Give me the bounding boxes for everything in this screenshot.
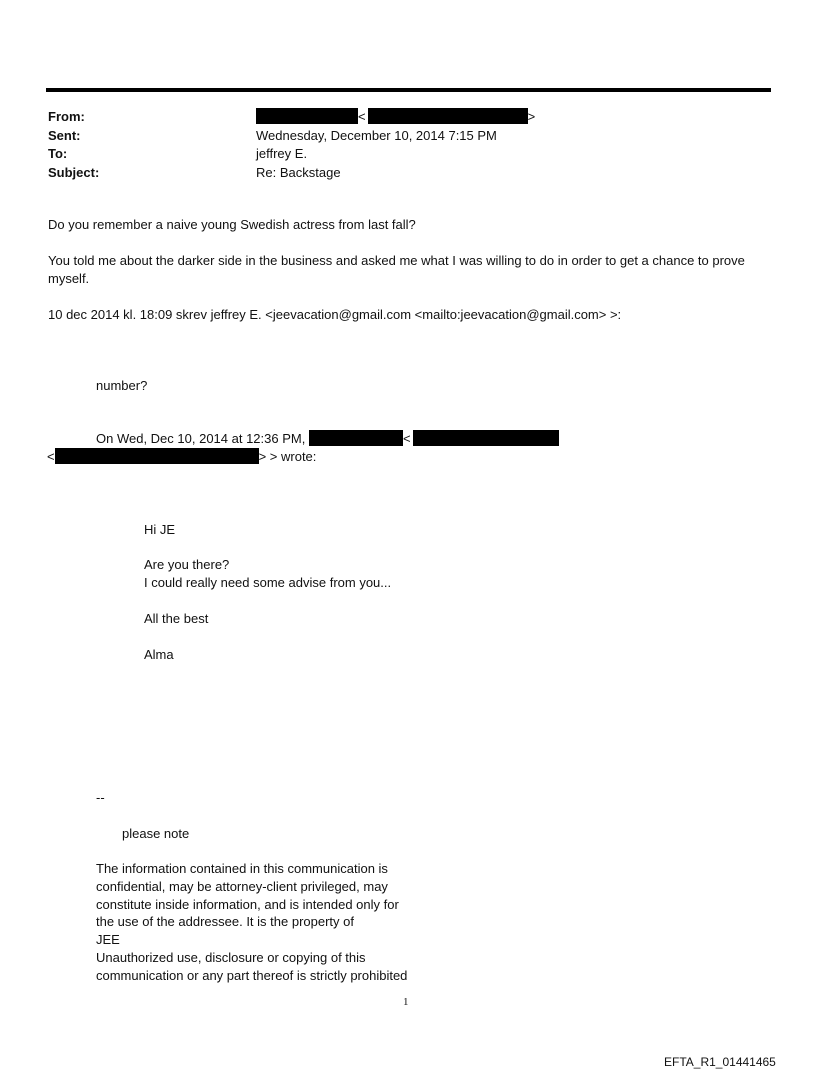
- subject-value: Re: Backstage: [256, 164, 341, 180]
- quote1-line2-suffix: > > wrote:: [258, 449, 317, 464]
- disclaimer-line: communication or any part thereof is strictly prohibited: [96, 967, 408, 983]
- quote2-closing: All the best: [144, 611, 209, 626]
- redaction-block: [368, 108, 528, 124]
- quote2-name: Alma: [144, 647, 174, 662]
- header-rule: [46, 88, 771, 92]
- body-paragraph-2: You told me about the darker side in the business and asked me what I was willing to do in order to get a chance to prove myself.: [48, 253, 745, 286]
- body-paragraph-1: Do you remember a naive young Swedish actress from last fall?: [48, 217, 416, 232]
- disclaimer-line: Unauthorized use, disclosure or copying of this: [96, 949, 366, 965]
- disclaimer-line: The information contained in this communication is: [96, 861, 388, 876]
- quote2-line2: I could really need some advise from you...: [144, 575, 392, 590]
- quote1-wrote-line: [47, 448, 316, 466]
- quote2-line1: Are you there?: [144, 557, 230, 572]
- disclaimer-line: confidential, may be attorney-client privileged, may: [96, 878, 388, 894]
- disclaimer-line: JEE: [96, 932, 120, 948]
- quote2-greeting: Hi JE: [144, 522, 176, 537]
- from-value: [256, 108, 535, 127]
- sent-value: Wednesday, December 10, 2014 7:15 PM: [256, 127, 497, 143]
- redaction-block: [256, 108, 358, 124]
- sent-label: Sent:: [48, 127, 81, 143]
- subject-label: Subject:: [48, 164, 100, 180]
- from-gt: >: [527, 109, 536, 124]
- from-label: From:: [48, 109, 85, 124]
- quote1-on-line: [96, 430, 559, 448]
- quote1-on-lt: <: [402, 431, 411, 446]
- quote1-on-prefix: On Wed, Dec 10, 2014 at 12:36 PM,: [96, 431, 306, 446]
- to-label: To:: [48, 146, 68, 161]
- please-note: please note: [122, 826, 190, 841]
- redaction-block: [309, 430, 403, 446]
- signature-dashes: --: [96, 790, 105, 805]
- disclaimer-line: the use of the addressee. It is the property of: [96, 914, 354, 930]
- quote1-text: number?: [96, 378, 148, 393]
- bates-number: EFTA_R1_01441465: [664, 1055, 776, 1069]
- redaction-block: [55, 448, 259, 464]
- body-paragraph-3: 10 dec 2014 kl. 18:09 skrev jeffrey E. <jeevacation@gmail.com <mailto:jeevacation@gmail.com> >:: [48, 307, 622, 322]
- redaction-block: [413, 430, 559, 446]
- disclaimer-line: constitute inside information, and is intended only for: [96, 896, 399, 912]
- page-number: 1: [403, 996, 409, 1008]
- to-value: jeffrey E.: [256, 146, 308, 161]
- disclaimer: [96, 860, 436, 985]
- quote1-line2-lt: <: [47, 449, 55, 464]
- from-lt: <: [358, 109, 366, 124]
